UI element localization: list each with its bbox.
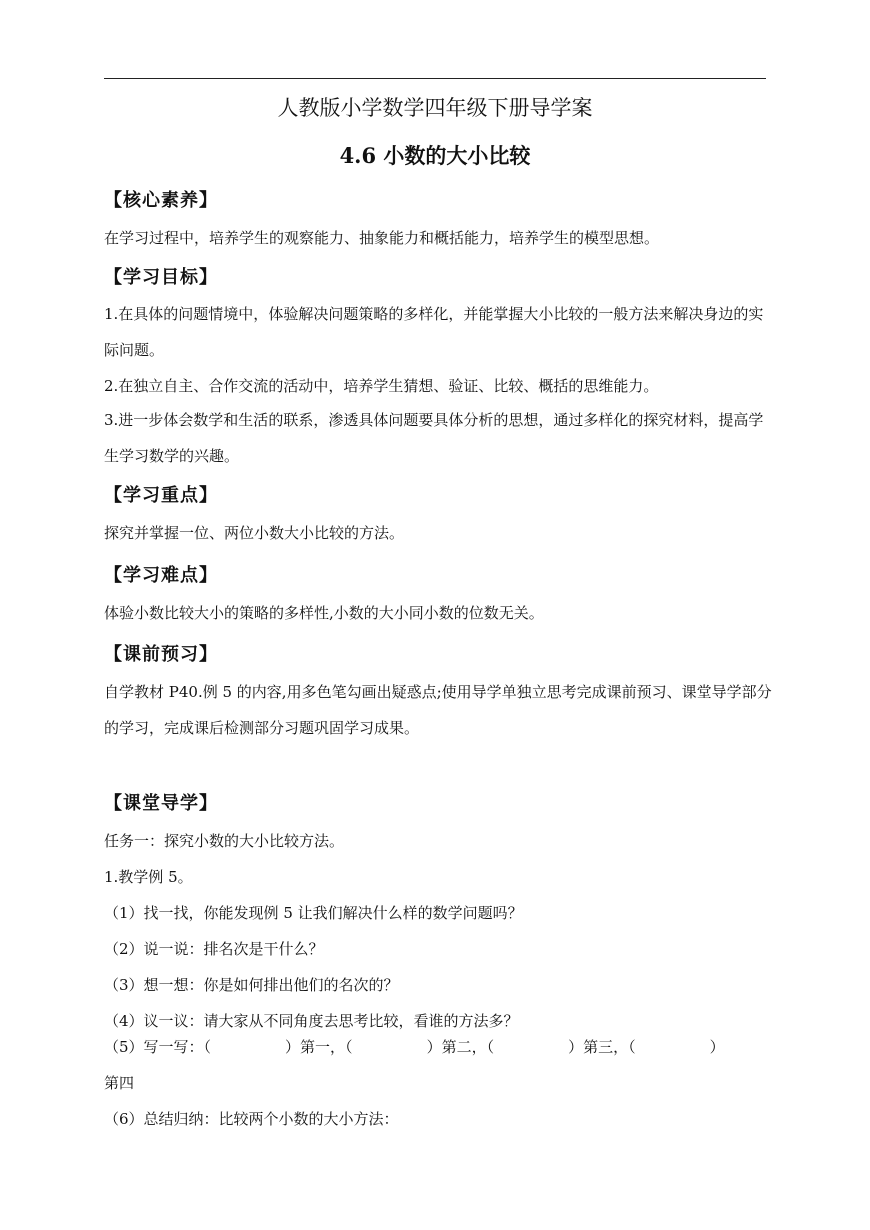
goal-item-1: 1.在具体的问题情境中，体验解决问题策略的多样化，并能掌握大小比较的一般方法来解决身边的实际问题。 bbox=[104, 305, 764, 359]
task-one: 任务一：探究小数的大小比较方法。 bbox=[104, 832, 345, 850]
lesson-title: 4.6 小数的大小比较 bbox=[339, 143, 531, 168]
step-1: （1）找一找，你能发现例 5 让我们解决什么样的数学问题吗？ bbox=[104, 904, 523, 922]
write-close: ） bbox=[709, 1038, 725, 1056]
heading-difficulty: 【学习难点】 bbox=[104, 565, 218, 586]
heading-preview: 【课前预习】 bbox=[104, 644, 218, 665]
step-4: （4）议一议：请大家从不同角度去思考比较，看谁的方法多？ bbox=[104, 1012, 519, 1030]
write-third: ）第三，（ bbox=[568, 1038, 636, 1056]
goal-item-2: 2.在独立自主、合作交流的活动中，培养学生猜想、验证、比较、概括的思维能力。 bbox=[104, 377, 659, 395]
write-fourth: 第四 bbox=[104, 1074, 135, 1092]
heading-core: 【核心素养】 bbox=[104, 190, 218, 211]
heading-focus: 【学习重点】 bbox=[104, 485, 218, 506]
core-text: 在学习过程中，培养学生的观察能力、抽象能力和概括能力，培养学生的模型思想。 bbox=[104, 229, 660, 247]
write-prefix: （5）写一写：（ bbox=[104, 1038, 212, 1056]
example-label: 1.教学例 5。 bbox=[104, 868, 193, 886]
heading-classroom: 【课堂导学】 bbox=[104, 793, 218, 814]
heading-goals: 【学习目标】 bbox=[104, 267, 218, 288]
top-rule bbox=[104, 78, 766, 79]
step-6-summary: （6）总结归纳：比较两个小数的大小方法： bbox=[104, 1110, 399, 1128]
step-5-write bbox=[104, 1036, 725, 1057]
step-2: （2）说一说：排名次是干什么？ bbox=[104, 940, 324, 958]
focus-text: 探究并掌握一位、两位小数大小比较的方法。 bbox=[104, 524, 405, 542]
write-second: ）第二，（ bbox=[426, 1038, 495, 1056]
step-3: （3）想一想：你是如何排出他们的名次的？ bbox=[104, 976, 399, 994]
write-first: ）第一，（ bbox=[285, 1038, 353, 1056]
difficulty-text: 体验小数比较大小的策略的多样性,小数的大小同小数的位数无关。 bbox=[104, 604, 544, 622]
goal-item-3: 3.进一步体会数学和生活的联系，渗透具体问题要具体分析的思想，通过多样化的探究材料，提高学生学习数学的兴趣。 bbox=[104, 411, 764, 465]
document-title: 人教版小学数学四年级下册导学案 bbox=[277, 96, 593, 120]
preview-text: 自学教材 P40.例 5 的内容,用多色笔勾画出疑惑点;使用导学单独立思考完成课前预习、课堂导学部分的学习，完成课后检测部分习题巩固学习成果。 bbox=[104, 683, 772, 737]
